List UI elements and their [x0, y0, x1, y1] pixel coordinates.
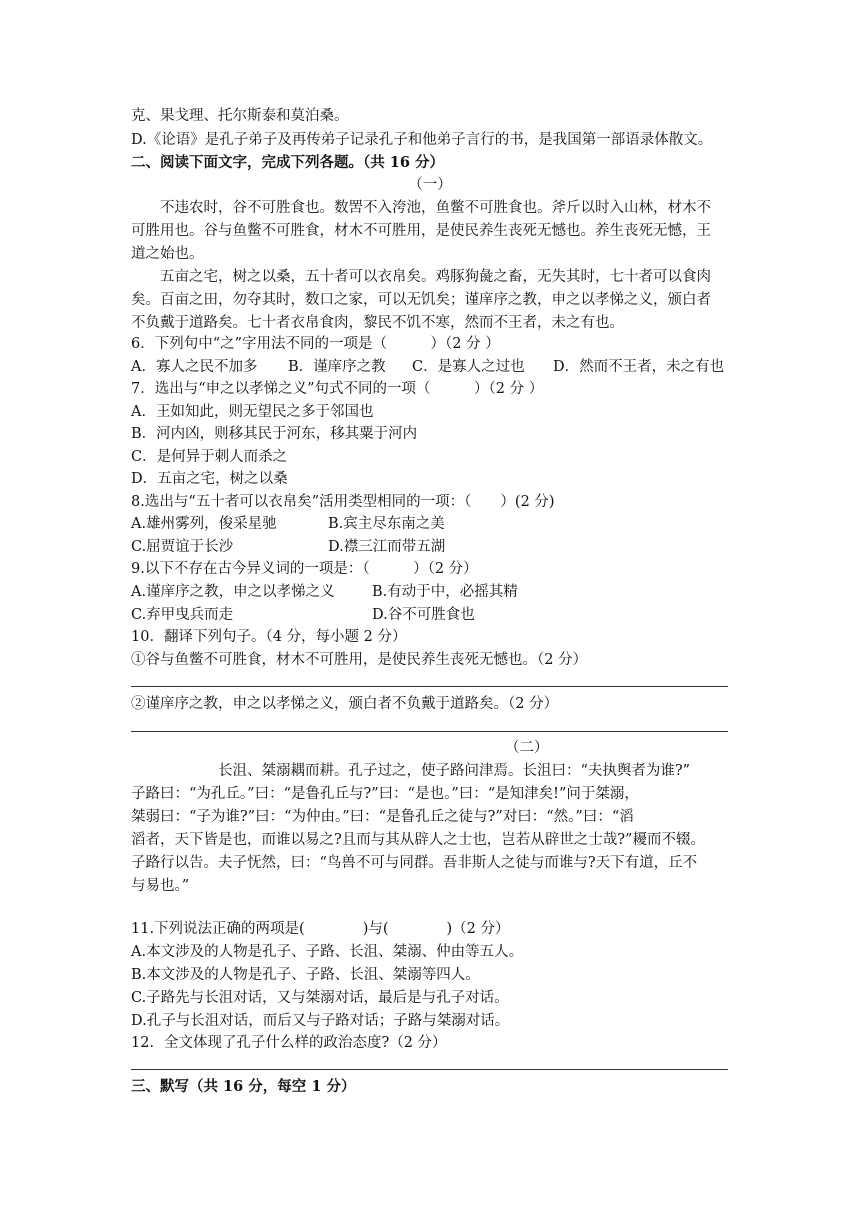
q11-option-d: D.孔子与长沮对话，而后又与子路对话；子路与桀溺对话。: [131, 1013, 510, 1029]
q8-option-d: D.襟三江而带五湖: [328, 539, 446, 555]
passage1-p1-line: 可胜用也。谷与鱼鳖不可胜食，材木不可胜用，是使民养生丧死无憾也。养生丧死无憾，王: [131, 223, 711, 239]
q10-sentence-2: ②谨庠序之教，申之以孝悌之义，颁白者不负戴于道路矣。（2 分）: [131, 696, 559, 712]
q6-option-d: D．然而不王者，未之有也: [553, 359, 725, 375]
q7-option-a: A．王如知此，则无望民之多于邻国也: [131, 404, 374, 420]
q6-stem: 6．下列句中“之”字用法不同的一项是（ ）（2 分 ）: [131, 336, 500, 352]
section3-heading: 三、默写（共 16 分，每空 1 分）: [131, 1078, 356, 1095]
q6-option-b: B．谨庠序之教: [288, 359, 386, 375]
answer-line: [131, 731, 728, 732]
q11-option-c: C.子路先与长沮对话，又与桀溺对话，最后是与孔子对话。: [131, 990, 509, 1006]
passage2-subtitle: （二）: [505, 740, 549, 756]
passage1-p1-line: 不违农时，谷不可胜食也。数罟不入洿池，鱼鳖不可胜食也。斧斤以时入山林，材木不: [131, 200, 711, 216]
passage1-p2-line: 五亩之宅，树之以桑，五十者可以衣帛矣。鸡豚狗彘之畜，无失其时，七十者可以食肉: [131, 269, 711, 285]
q10-sentence-1: ①谷与鱼鳖不可胜食，材木不可胜用，是使民养生丧死无憾也。（2 分）: [131, 652, 588, 668]
q6-option-a: A．寡人之民不加多: [131, 359, 258, 375]
q7-option-b: B．河内凶，则移其民于河东，移其粟于河内: [131, 426, 418, 442]
q12-stem: 12．全文体现了孔子什么样的政治态度?（2 分）: [131, 1035, 447, 1051]
q9-option-d: D.谷不可胜食也: [372, 607, 475, 623]
q6-option-c: C．是寡人之过也: [412, 359, 525, 375]
q7-option-c: C．是何异于刺人而杀之: [131, 449, 288, 465]
q9-option-c: C.弃甲曳兵而走: [131, 607, 234, 623]
passage1-p2-line: 不负戴于道路矣。七十者衣帛食肉，黎民不饥不寒，然而不王者，未之有也。: [131, 315, 624, 331]
passage2-line: 子路行以告。夫子怃然，曰：“鸟兽不可与同群。吾非斯人之徒与而谁与?天下有道，丘不: [131, 855, 698, 871]
passage2-line: 桀弱曰：“子为谁?”曰：“为仲由。”曰：“是鲁孔丘之徒与?”对曰：“然。”曰：“滔: [131, 809, 634, 825]
q10-stem: 10．翻译下列句子。（4 分，每小题 2 分）: [131, 629, 407, 645]
intro-line-1: 克、果戈理、托尔斯泰和莫泊桑。: [131, 108, 349, 124]
passage1-subtitle: （一）: [408, 177, 452, 193]
q11-option-b: B.本文涉及的人物是孔子、子路、长沮、桀溺等四人。: [131, 967, 480, 983]
q11-option-a: A.本文涉及的人物是孔子、子路、长沮、桀溺、仲由等五人。: [131, 944, 524, 960]
passage2-line: 子路曰：“为孔丘。”曰：“是鲁孔丘与?”曰：“是也。”曰：“是知津矣!”问于桀溺，: [131, 786, 639, 802]
q8-option-b: B.宾主尽东南之美: [328, 516, 445, 532]
q7-stem: 7．选出与“申之以孝悌之义”句式不同的一项（ ）（2 分 ）: [131, 381, 544, 397]
q8-option-c: C.屈贾谊于长沙: [131, 539, 234, 555]
answer-line: [131, 1069, 728, 1070]
q11-stem: 11.下列说法正确的两项是( )与( )（2 分）: [131, 921, 510, 937]
answer-line: [131, 686, 728, 687]
passage2-line: 滔者，天下皆是也，而谁以易之?且而与其从辟人之士也，岂若从辟世之士哉?”耰而不辍。: [131, 832, 705, 848]
intro-line-2: D.《论语》是孔子弟子及再传弟子记录孔子和他弟子言行的书，是我国第一部语录体散文。: [131, 132, 713, 148]
q7-option-d: D．五亩之宅，树之以桑: [131, 471, 288, 487]
passage2-line: 与易也。”: [131, 878, 190, 894]
passage1-p2-line: 矣。百亩之田，勿夺其时，数口之家，可以无饥矣；谨庠序之教，申之以孝悌之义，颁白者: [131, 292, 711, 308]
q9-stem: 9.以下不存在古今异义词的一项是：（ ）（2 分）: [131, 561, 478, 577]
q8-stem: 8.选出与“五十者可以衣帛矣”活用类型相同的一项：（ ）(2 分): [131, 494, 555, 510]
passage2-line: 长沮、桀溺耦而耕。孔子过之，使子路问津焉。长沮曰：“夫执舆者为谁?”: [131, 763, 691, 779]
q9-option-a: A.谨庠序之教，申之以孝悌之义: [131, 584, 335, 600]
passage1-p1-line: 道之始也。: [131, 246, 204, 262]
q8-option-a: A.雄州雾列，俊采星驰: [131, 516, 277, 532]
q9-option-b: B.有动于中，必摇其精: [372, 584, 518, 600]
section2-heading: 二、阅读下面文字，完成下列各题。（共 16 分）: [131, 154, 445, 171]
